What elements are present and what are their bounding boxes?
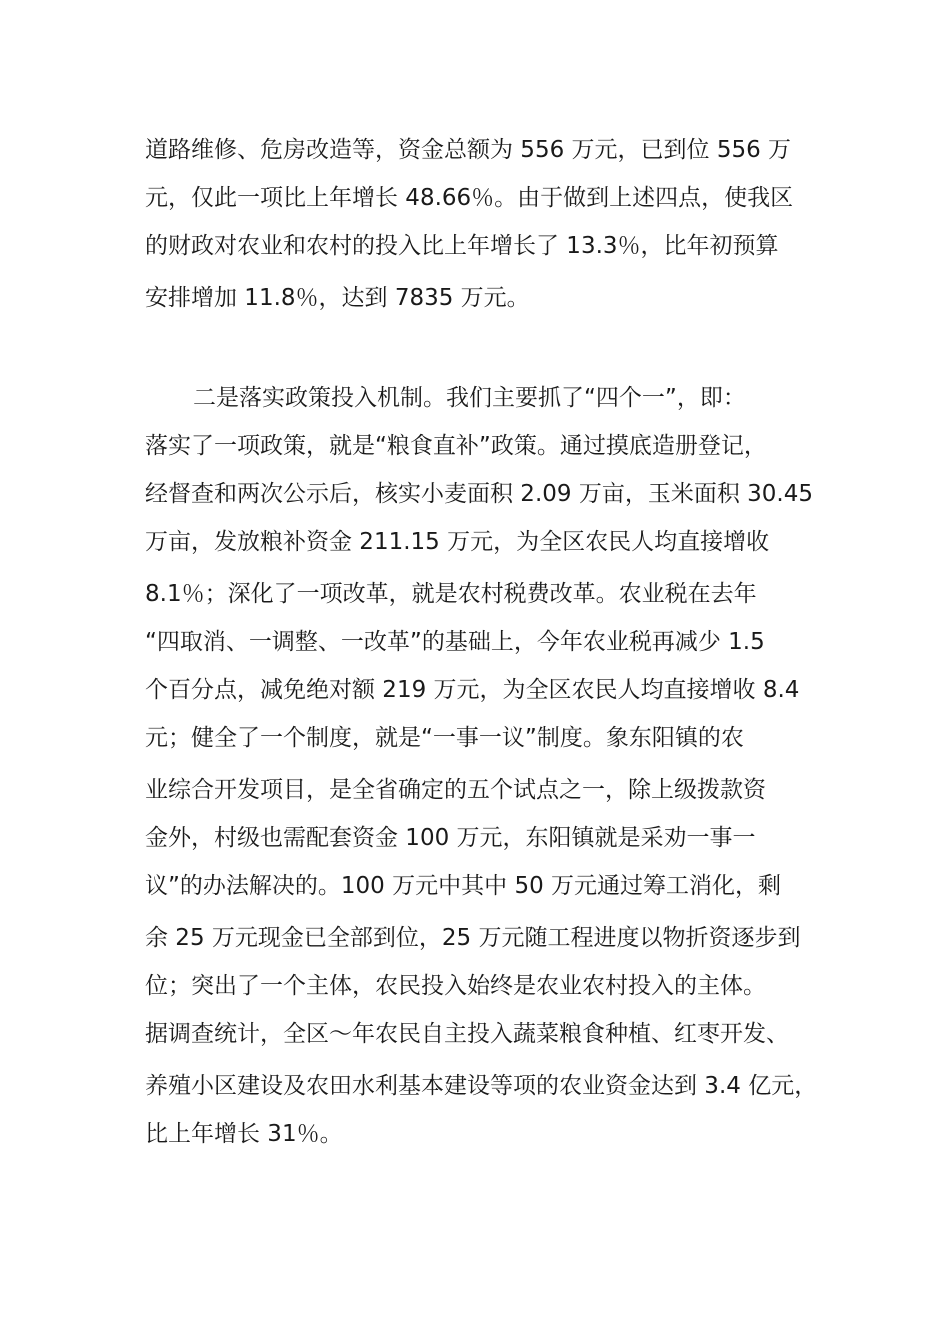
- paragraph-2-line-9: 业综合开发项目，是全省确定的五个试点之一，除上级拨款资: [145, 777, 766, 803]
- paragraph-1-line-1: 道路维修、危房改造等，资金总额为 556 万元，已到位 556 万: [145, 137, 792, 163]
- paragraph-1-line-3: 的财政对农业和农村的投入比上年增长了 13.3％，比年初预算: [145, 233, 779, 259]
- paragraph-2-line-8: 元；健全了一个制度，就是“一事一议”制度。象东阳镇的农: [145, 725, 744, 751]
- paragraph-2-line-2: 落实了一项政策，就是“粮食直补”政策。通过摸底造册登记，: [145, 433, 767, 459]
- paragraph-2-line-11: 议”的办法解决的。100 万元中其中 50 万元通过筹工消化，剩: [145, 873, 782, 899]
- paragraph-2-line-4: 万亩，发放粮补资金 211.15 万元，为全区农民人均直接增收: [145, 529, 770, 555]
- paragraph-2-line-5: 8.1％；深化了一项改革，就是农村税费改革。农业税在去年: [145, 581, 757, 607]
- paragraph-2-line-6: “四取消、一调整、一改革”的基础上，今年农业税再减少 1.5: [145, 629, 765, 655]
- paragraph-2-line-3: 经督查和两次公示后，核实小麦面积 2.09 万亩，玉米面积 30.45: [145, 481, 813, 507]
- paragraph-2-line-12: 余 25 万元现金已全部到位，25 万元随工程进度以物折资逐步到: [145, 925, 801, 951]
- paragraph-2-line-7: 个百分点，减免绝对额 219 万元，为全区农民人均直接增收 8.4: [145, 677, 800, 703]
- paragraph-1-line-2: 元，仅此一项比上年增长 48.66％。由于做到上述四点，使我区: [145, 185, 794, 211]
- paragraph-2-line-10: 金外，村级也需配套资金 100 万元，东阳镇就是采劝一事一: [145, 825, 756, 851]
- paragraph-2-line-13: 位；突出了一个主体，农民投入始终是农业农村投入的主体。: [145, 973, 766, 999]
- paragraph-1-line-4: 安排增加 11.8％，达到 7835 万元。: [145, 285, 530, 311]
- paragraph-2-line-14: 据调查统计，全区～年农民自主投入蔬菜粮食种植、红枣开发、: [145, 1021, 789, 1047]
- paragraph-2-line-1: 二是落实政策投入机制。我们主要抓了“四个一”，即：: [193, 385, 746, 411]
- paragraph-2-line-15: 养殖小区建设及农田水利基本建设等项的农业资金达到 3.4 亿元，: [145, 1073, 818, 1099]
- paragraph-2-line-16: 比上年增长 31％。: [145, 1121, 343, 1147]
